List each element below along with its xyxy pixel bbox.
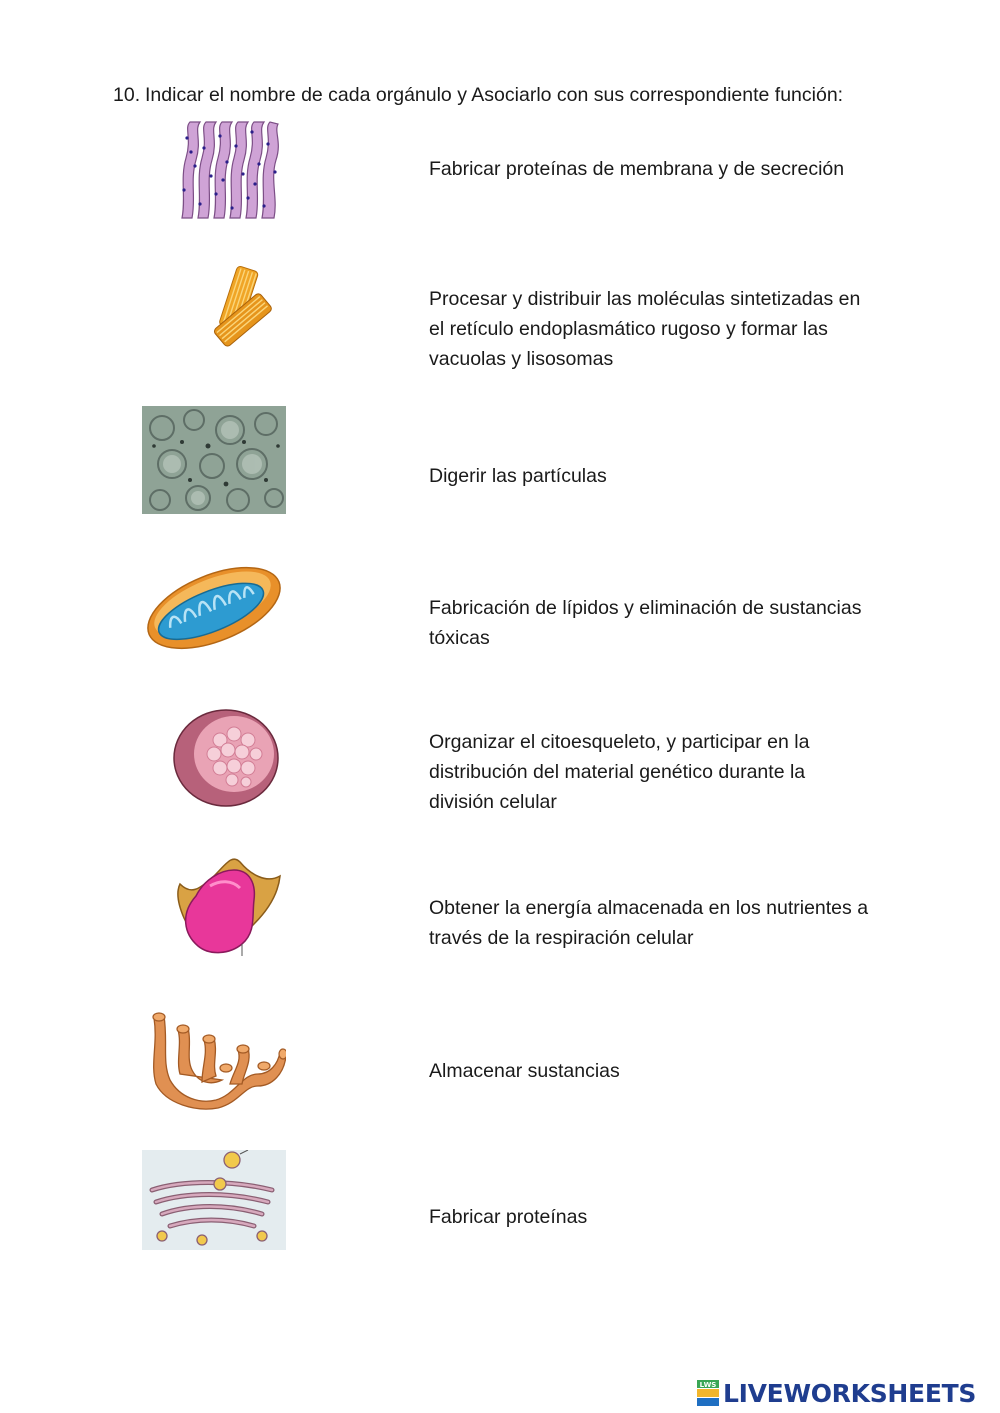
liveworksheets-logo-icon (697, 1380, 719, 1406)
function-7: Almacenar sustancias (429, 1060, 620, 1082)
question-text: Indicar el nombre de cada orgánulo y Asociarlo con sus correspondiente función: (145, 84, 844, 106)
smooth-endoplasmic-reticulum-image[interactable] (146, 1004, 286, 1110)
function-4: Fabricación de lípidos y eliminación de sustancias tóxicas (429, 597, 862, 649)
function-3: Digerir las partículas (429, 465, 607, 487)
function-6: Obtener la energía almacenada en los nutrientes a través de la respiración celular (429, 897, 869, 949)
logo-letter-l: LWS (699, 1381, 717, 1389)
brand-text: LIVEWORKSHEETS (723, 1378, 977, 1408)
function-5: Organizar el citoesqueleto, y participar en la distribución del material genético durante la división celular (429, 731, 810, 813)
golgi-apparatus-image[interactable] (142, 1150, 286, 1250)
centriole-image[interactable] (200, 264, 284, 354)
function-1: Fabricar proteínas de membrana y de secreción (429, 158, 845, 180)
mitochondrion-image[interactable] (142, 558, 286, 658)
lysosome-image[interactable] (170, 704, 286, 808)
function-8: Fabricar proteínas (429, 1206, 588, 1228)
question-heading (113, 84, 843, 107)
question-number: 10. (113, 84, 141, 106)
rough-endoplasmic-reticulum-image[interactable] (178, 118, 286, 222)
liveworksheets-logo (697, 1377, 976, 1409)
vacuole-image[interactable] (170, 852, 284, 960)
function-2: Procesar y distribuir las moléculas sintetizadas en el retículo endoplasmático rugoso y formar las vacuolas y lisosomas (429, 288, 861, 370)
peroxisome-micrograph-image[interactable] (142, 406, 286, 514)
